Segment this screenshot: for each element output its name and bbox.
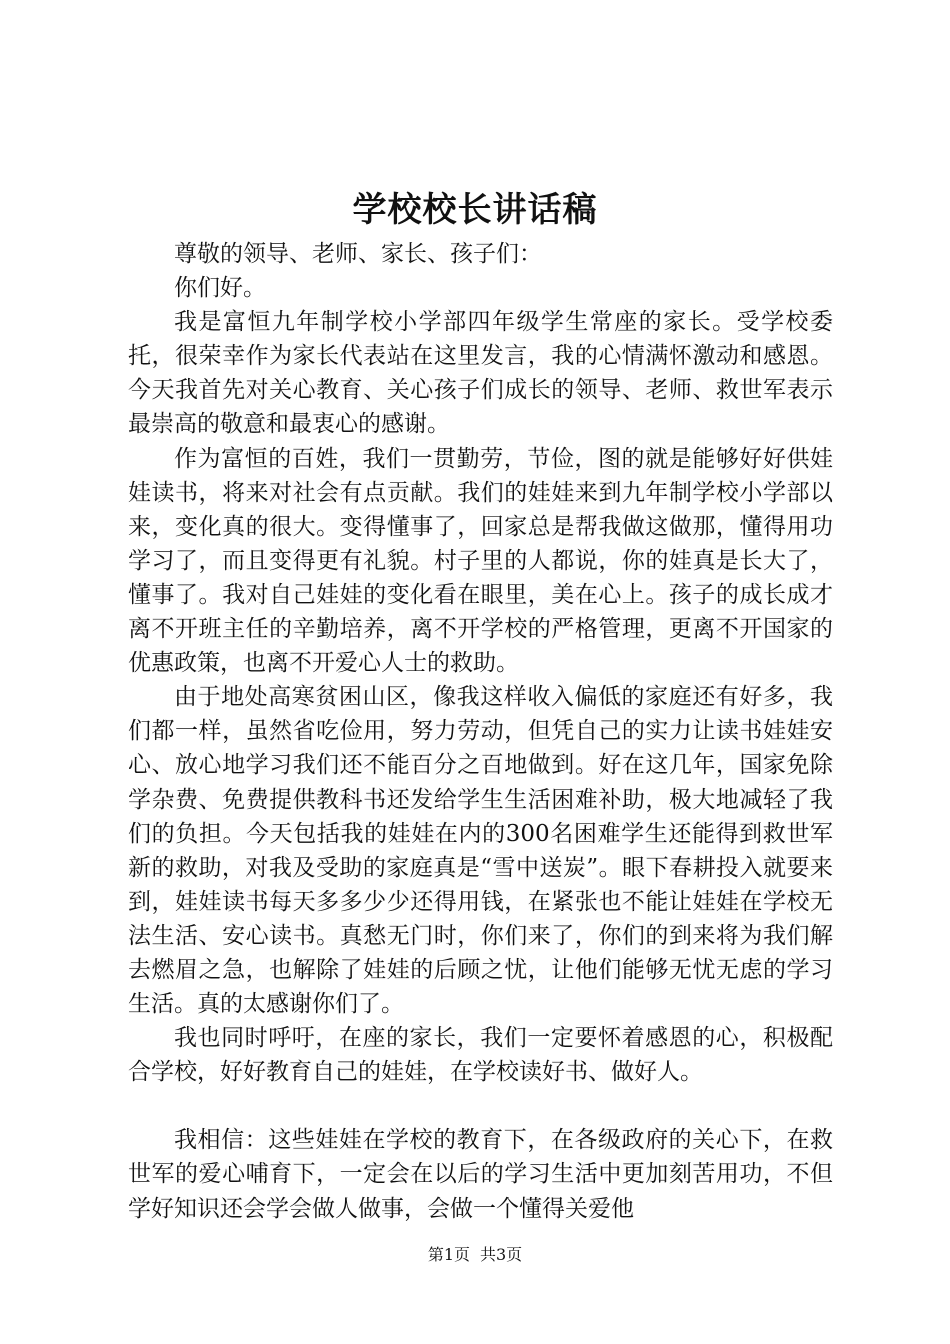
page-footer bbox=[0, 1244, 950, 1266]
page-number: 第1页 bbox=[427, 1245, 470, 1264]
body-paragraph: 作为富恒的百姓，我们一贯勤劳，节俭，图的就是能够好好供娃娃读书，将来对社会有点贡献。我们的娃娃来到九年制学校小学部以来，变化真的很大。变得懂事了，回家总是帮我做这做那，懂得用功学习了，而且变得更有礼貌。村子里的人都说，你的娃真是长大了，懂事了。我对自己娃娃的变化看在眼里，美在心上。孩子的成长成才离不开班主任的辛勤培养，离不开学校的严格管理，更离不开国家的优惠政策，也离不开爱心人士的救助。 bbox=[128, 445, 833, 677]
document-body bbox=[128, 237, 833, 1226]
page-total: 共3页 bbox=[480, 1245, 523, 1264]
body-paragraph: 我相信：这些娃娃在学校的教育下，在各级政府的关心下，在救世军的爱心哺育下，一定会在以后的学习生活中更加刻苦用功，不但学好知识还会学会做人做事，会做一个懂得关爱他 bbox=[128, 1127, 833, 1222]
body-paragraph: 由于地处高寒贫困山区，像我这样收入偏低的家庭还有好多，我们都一样，虽然省吃俭用，努力劳动，但凭自己的实力让读书娃娃安心、放心地学习我们还不能百分之百地做到。好在这几年，国家免除学杂费、免费提供教科书还发给学生生活困难补助，极大地减轻了我们的负担。今天包括我的娃娃在内的300名困难学生还能得到救世军新的救助，对我及受助的家庭真是“雪中送炭”。眼下春耕投入就要来到，娃娃读书每天多多少少还得用钱，在紧张也不能让娃娃在学校无法生活、安心读书。真愁无门时，你们来了，你们的到来将为我们解去燃眉之急，也解除了娃娃的后顾之忧，让他们能够无忧无虑的学习生活。真的太感谢你们了。 bbox=[128, 684, 833, 1018]
body-paragraph: 我是富恒九年制学校小学部四年级学生常座的家长。受学校委托，很荣幸作为家长代表站在这里发言，我的心情满怀激动和感恩。今天我首先对关心教育、关心孩子们成长的领导、老师、救世军表示最崇高的敬意和最衷心的感谢。 bbox=[128, 309, 833, 438]
document-title: 学校校长讲话稿 bbox=[352, 190, 598, 230]
salutation: 尊敬的领导、老师、家长、孩子们： bbox=[174, 241, 542, 267]
greeting: 你们好。 bbox=[174, 275, 266, 302]
body-paragraph: 我也同时呼吁，在座的家长，我们一定要怀着感恩的心，积极配合学校，好好教育自己的娃娃，在学校读好书、做好人。 bbox=[128, 1025, 833, 1086]
